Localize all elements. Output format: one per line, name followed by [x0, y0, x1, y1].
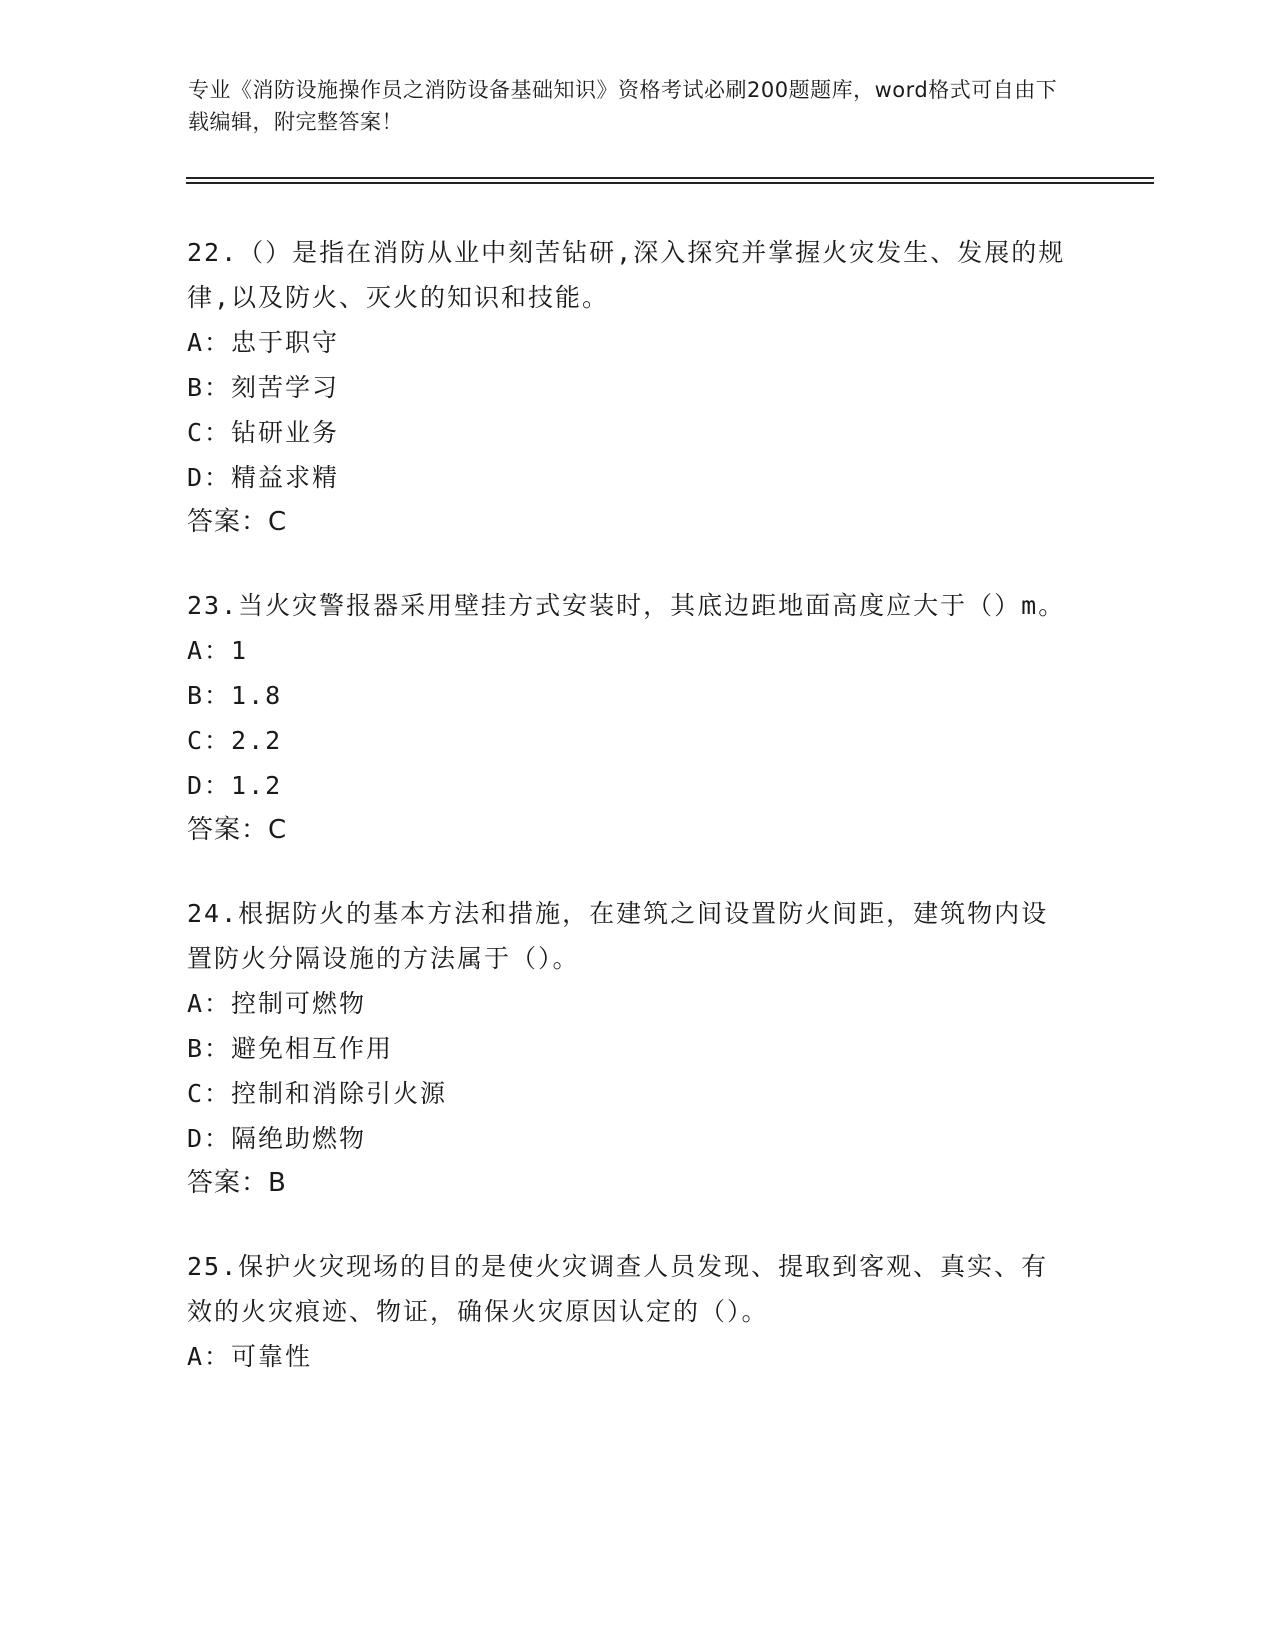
- option-c: C：2.2: [187, 726, 283, 755]
- question-stem: 24.根据防火的基本方法和措施，在建筑之间设置防火间距，建筑物内设置防火分隔设施的方法属于（）。: [187, 899, 1049, 973]
- question-25: [187, 1244, 1067, 1379]
- option-d: D：隔绝助燃物: [187, 1124, 367, 1153]
- option-a: A：控制可燃物: [187, 989, 367, 1018]
- header-divider-bottom: [186, 182, 1154, 184]
- answer: 答案：C: [187, 507, 288, 537]
- option-a: A：可靠性: [187, 1342, 313, 1371]
- question-list: [187, 230, 1067, 1417]
- option-c: C：钻研业务: [187, 418, 340, 447]
- question-stem: 22.（）是指在消防从业中刻苦钻研,深入探究并掌握火灾发生、发展的规律,以及防火、灭火的知识和技能。: [187, 238, 1066, 312]
- document-header: 专业《消防设施操作员之消防设备基础知识》资格考试必刷200题题库，word格式可自由下载编辑，附完整答案！: [188, 78, 1058, 134]
- question-24: [187, 891, 1067, 1206]
- option-b: B：1.8: [187, 681, 283, 710]
- question-23: [187, 583, 1067, 853]
- option-c: C：控制和消除引火源: [187, 1079, 448, 1108]
- option-a: A：1: [187, 636, 249, 665]
- option-d: D：1.2: [187, 771, 283, 800]
- question-stem: 25.保护火灾现场的目的是使火灾调查人员发现、提取到客观、真实、有效的火灾痕迹、物证，确保火灾原因认定的（）。: [187, 1252, 1049, 1326]
- question-22: [187, 230, 1067, 545]
- option-d: D：精益求精: [187, 463, 340, 492]
- option-a: A：忠于职守: [187, 328, 340, 357]
- answer: 答案：C: [187, 815, 288, 845]
- option-b: B：刻苦学习: [187, 373, 340, 402]
- answer: 答案：B: [187, 1168, 287, 1198]
- option-b: B：避免相互作用: [187, 1034, 394, 1063]
- question-stem: 23.当火灾警报器采用壁挂方式安装时，其底边距地面高度应大于（）m。: [187, 591, 1066, 620]
- header-divider-top: [186, 177, 1154, 179]
